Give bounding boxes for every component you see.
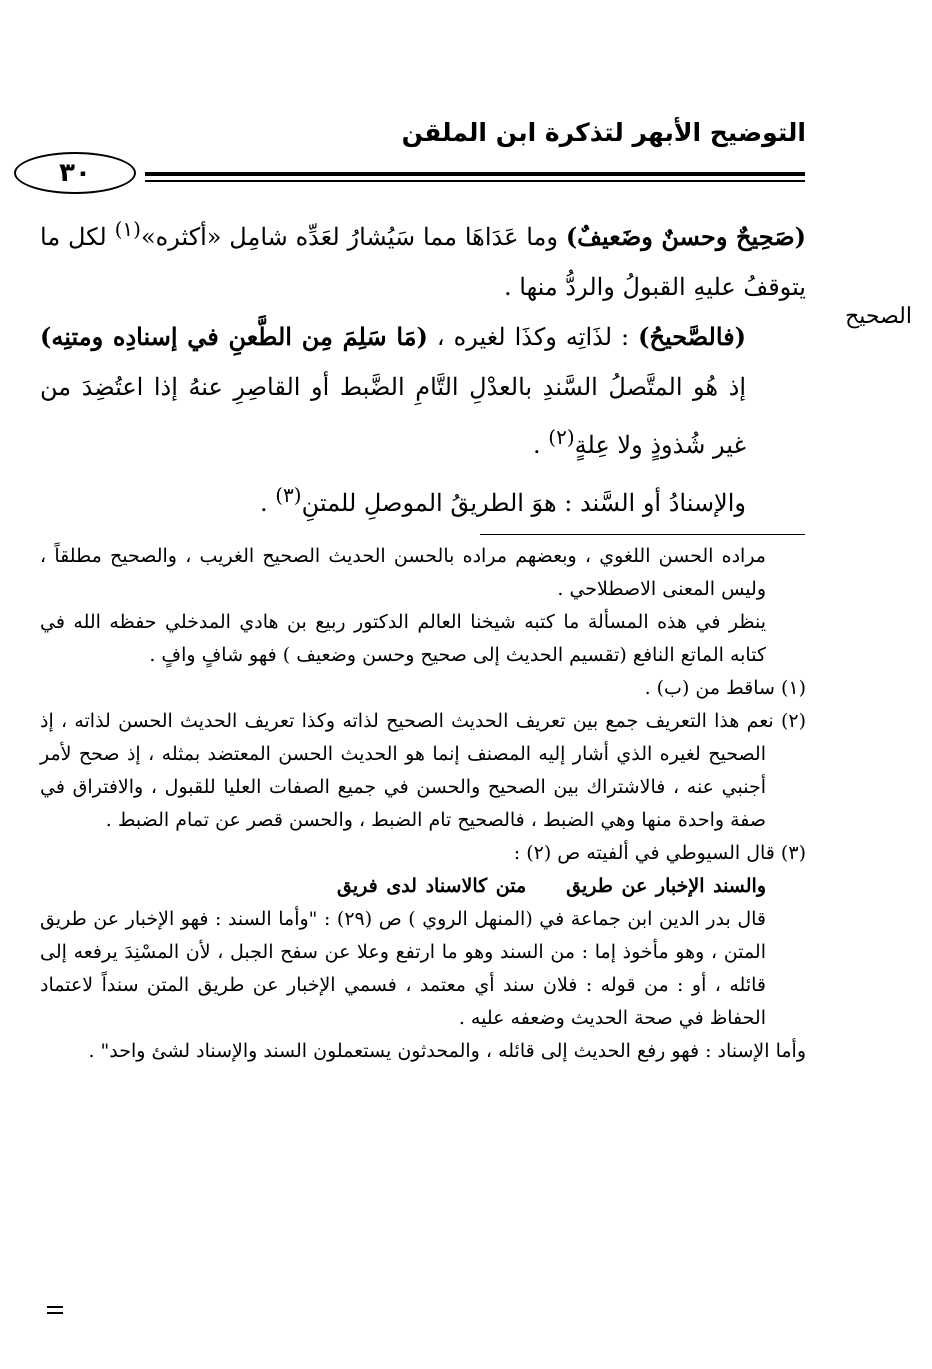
footnote-separator <box>480 534 805 535</box>
bottom-mark <box>47 1306 63 1308</box>
bold-phrase: (مَا سَلِمَ مِن الطَّعنِ في إسنادِه ومتنِه) <box>40 322 428 351</box>
footnote-1: (١) ساقط من (ب) . <box>644 677 806 699</box>
bold-phrase: (فالصَّحيحُ) <box>638 322 747 351</box>
verse-line <box>40 870 806 903</box>
footnote-ref: (٣) <box>275 483 302 507</box>
main-paragraph-3 <box>40 470 806 528</box>
main-paragraph-2 <box>40 312 806 470</box>
main-paragraph-1 <box>40 204 806 312</box>
text-run: . <box>259 489 276 517</box>
header-rule-thin <box>145 180 805 182</box>
text-run: والإسنادُ أو السَّند : هوَ الطريقُ الموصلِ للمتنِ <box>301 489 746 517</box>
footnote-ref: (١) <box>114 217 141 241</box>
footnotes <box>40 540 806 1068</box>
header-rule-thick <box>145 172 805 176</box>
footnote-ref: (٢) <box>548 425 575 449</box>
bold-phrase: (صَحِيحٌ وحسنٌ وضَعيفٌ) <box>565 222 806 251</box>
text-run: : لذَاتِه وكذَا لغيره ، <box>427 323 639 351</box>
running-title: التوضيح الأبهر لتذكرة ابن الملقن <box>401 118 806 147</box>
verse-hemistich-2: متن كالاسناد لدى فريق <box>337 875 527 897</box>
footnote-continuation: ينظر في هذه المسألة ما كتبه شيخنا العالم الدكتور ربيع بن هادي المدخلي حفظه الله في كتابه الماتع النافع (تقسيم الحديث إلى صحيح وحسن وضعيف ) فهو شافٍ وافٍ . <box>40 611 766 666</box>
text-run: . <box>533 431 549 459</box>
footnote-3: (٣) قال السيوطي في ألفيته ص (٢) : <box>513 842 806 864</box>
footnote-quote: قال بدر الدين ابن جماعة في (المنهل الروي ) ص (٢٩) : "وأما السند : فهو الإخبار عن طريق المتن ، وهو مأخوذ إما : من السند وهو ما ارتفع وعلا عن سفح الجبل ، لأن المسْنِدَ يرفعه إلى قائله ، أو : من قوله : فلان سند أي معتمد ، فسمي الإخبار عن طريق المتن سنداً لاعتماد الحفاظ في صحة الحديث وضعفه عليه . <box>40 908 767 1029</box>
verse-hemistich-1: والسند الإخبار عن طريق <box>566 875 766 897</box>
page-number: ٣٠ <box>14 152 136 194</box>
text-run: إذ هُو المتَّصلُ السَّندِ بالعدْلِ التَّامِ الضَّبط أو القاصِرِ عنهُ إذا اعتُضِدَ من غير شُذوذٍ ولا عِلةٍ <box>40 373 746 459</box>
text-run: وما عَدَاهَا مما سَيُشارُ لعَدِّه شامِل «أكثره» <box>140 223 566 251</box>
text-run: لكل ما يتوقفُ عليهِ القبولُ والردُّ منها . <box>40 223 806 301</box>
footnote-2: (٢) نعم هذا التعريف جمع بين تعريف الحديث الصحيح لذاته وكذا تعريف الحديث الحسن لذاته ، إذ الصحيح لغيره الذي أشار إليه المصنف إنما هو الحديث الحسن المعتضد بمثله ، إذ صحح لأمر أجنبي عنه ، فالاشتراك بين الصحيح والحسن في جميع الصفات العليا للقبول ، والافتراق في صفة واحدة منها وهي الضبط ، فالصحيح تام الضبط ، والحسن قصر عن تمام الضبط . <box>40 710 806 831</box>
footnote-continuation: مراده الحسن اللغوي ، وبعضهم مراده بالحسن الحديث الصحيح الغريب ، والصحيح مطلقاً ، وليس المعنى الاصطلاحي . <box>40 545 766 600</box>
margin-note: الصحيح <box>845 304 912 329</box>
main-text <box>40 204 806 528</box>
footnote-quote: وأما الإسناد : فهو رفع الحديث إلى قائله ، والمحدثون يستعملون السند والإسناد لشئ واحد" . <box>88 1040 806 1062</box>
